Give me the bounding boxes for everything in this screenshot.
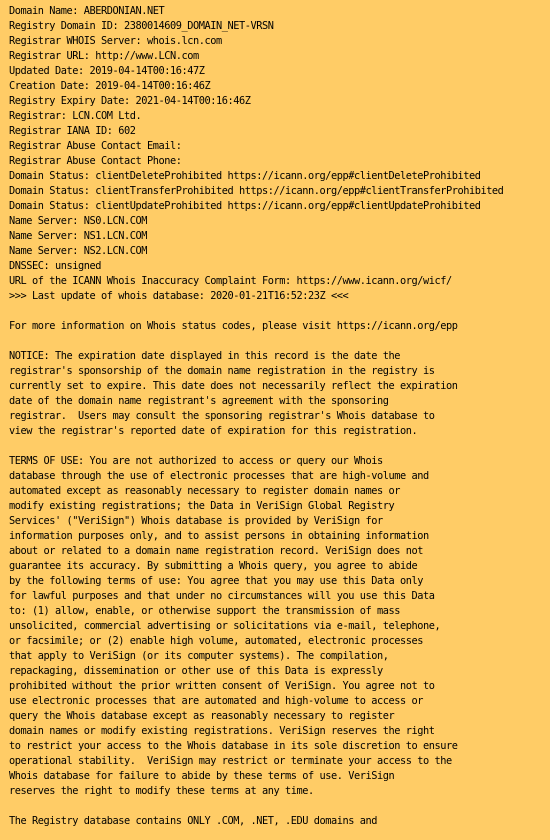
whois-line: modify existing registrations; the Data in VeriSign Global Registry bbox=[9, 500, 395, 512]
whois-line: about or related to a domain name registration record. VeriSign does not bbox=[9, 545, 423, 557]
whois-line: registrar's sponsorship of the domain name registration in the registry is bbox=[9, 365, 435, 377]
whois-line: Registry Expiry Date: 2021-04-14T00:16:46Z bbox=[9, 95, 251, 107]
whois-line: DNSSEC: unsigned bbox=[9, 260, 101, 272]
whois-line: Name Server: NS2.LCN.COM bbox=[9, 245, 147, 257]
whois-line: automated except as reasonably necessary to register domain names or bbox=[9, 485, 400, 497]
whois-line: The Registry database contains ONLY .COM, .NET, .EDU domains and bbox=[9, 815, 377, 827]
whois-line: Creation Date: 2019-04-14T00:16:46Z bbox=[9, 80, 211, 92]
whois-line: unsolicited, commercial advertising or solicitations via e-mail, telephone, bbox=[9, 620, 441, 632]
whois-line: prohibited without the prior written consent of VeriSign. You agree not to bbox=[9, 680, 435, 692]
whois-line: TERMS OF USE: You are not authorized to access or query our Whois bbox=[9, 455, 383, 467]
whois-line: Registrar IANA ID: 602 bbox=[9, 125, 136, 137]
whois-line: Registrar Abuse Contact Email: bbox=[9, 140, 182, 152]
whois-line bbox=[9, 334, 550, 349]
whois-line: Registrar: LCN.COM Ltd. bbox=[9, 110, 142, 122]
whois-line: For more information on Whois status codes, please visit https://icann.org/epp bbox=[9, 320, 458, 332]
whois-line: Registry Domain ID: 2380014609_DOMAIN_NET-VRSN bbox=[9, 20, 274, 32]
whois-line: Registrar WHOIS Server: whois.lcn.com bbox=[9, 35, 222, 47]
whois-line: Services' ("VeriSign") Whois database is provided by VeriSign for bbox=[9, 515, 383, 527]
whois-line: repackaging, dissemination or other use of this Data is expressly bbox=[9, 665, 383, 677]
whois-line: domain names or modify existing registrations. VeriSign reserves the right bbox=[9, 725, 435, 737]
whois-line: guarantee its accuracy. By submitting a Whois query, you agree to abide bbox=[9, 560, 418, 572]
whois-line: to: (1) allow, enable, or otherwise support the transmission of mass bbox=[9, 605, 400, 617]
whois-line: information purposes only, and to assist persons in obtaining information bbox=[9, 530, 429, 542]
whois-line: Domain Status: clientTransferProhibited https://icann.org/epp#clientTransferProhibited bbox=[9, 185, 504, 197]
whois-line: Name Server: NS0.LCN.COM bbox=[9, 215, 147, 227]
whois-line: Whois database for failure to abide by these terms of use. VeriSign bbox=[9, 770, 395, 782]
whois-line: Registrar URL: http://www.LCN.com bbox=[9, 50, 199, 62]
whois-line: registrar. Users may consult the sponsoring registrar's Whois database to bbox=[9, 410, 435, 422]
whois-line: use electronic processes that are automated and high-volume to access or bbox=[9, 695, 423, 707]
whois-line: URL of the ICANN Whois Inaccuracy Complaint Form: https://www.icann.org/wicf/ bbox=[9, 275, 452, 287]
whois-line: Domain Name: ABERDONIAN.NET bbox=[9, 5, 165, 17]
whois-line: Domain Status: clientUpdateProhibited https://icann.org/epp#clientUpdateProhibited bbox=[9, 200, 481, 212]
whois-line: for lawful purposes and that under no circumstances will you use this Data bbox=[9, 590, 435, 602]
whois-line: currently set to expire. This date does not necessarily reflect the expiration bbox=[9, 380, 458, 392]
whois-line: database through the use of electronic processes that are high-volume and bbox=[9, 470, 429, 482]
whois-line: by the following terms of use: You agree that you may use this Data only bbox=[9, 575, 423, 587]
whois-line bbox=[9, 799, 550, 814]
whois-line bbox=[9, 439, 550, 454]
whois-line: view the registrar's reported date of expiration for this registration. bbox=[9, 425, 418, 437]
whois-line: operational stability. VeriSign may restrict or terminate your access to the bbox=[9, 755, 452, 767]
whois-line: Name Server: NS1.LCN.COM bbox=[9, 230, 147, 242]
whois-line: or facsimile; or (2) enable high volume, automated, electronic processes bbox=[9, 635, 423, 647]
whois-line: Domain Status: clientDeleteProhibited https://icann.org/epp#clientDeleteProhibited bbox=[9, 170, 481, 182]
whois-line: NOTICE: The expiration date displayed in this record is the date the bbox=[9, 350, 400, 362]
whois-line: Registrar Abuse Contact Phone: bbox=[9, 155, 182, 167]
whois-line: Updated Date: 2019-04-14T00:16:47Z bbox=[9, 65, 205, 77]
whois-line: reserves the right to modify these terms at any time. bbox=[9, 785, 314, 797]
whois-line: to restrict your access to the Whois database in its sole discretion to ensure bbox=[9, 740, 458, 752]
whois-line: that apply to VeriSign (or its computer systems). The compilation, bbox=[9, 650, 389, 662]
whois-line: query the Whois database except as reasonably necessary to register bbox=[9, 710, 395, 722]
whois-line: date of the domain name registrant's agreement with the sponsoring bbox=[9, 395, 389, 407]
whois-line: >>> Last update of whois database: 2020-01-21T16:52:23Z <<< bbox=[9, 290, 349, 302]
whois-line bbox=[9, 304, 550, 319]
